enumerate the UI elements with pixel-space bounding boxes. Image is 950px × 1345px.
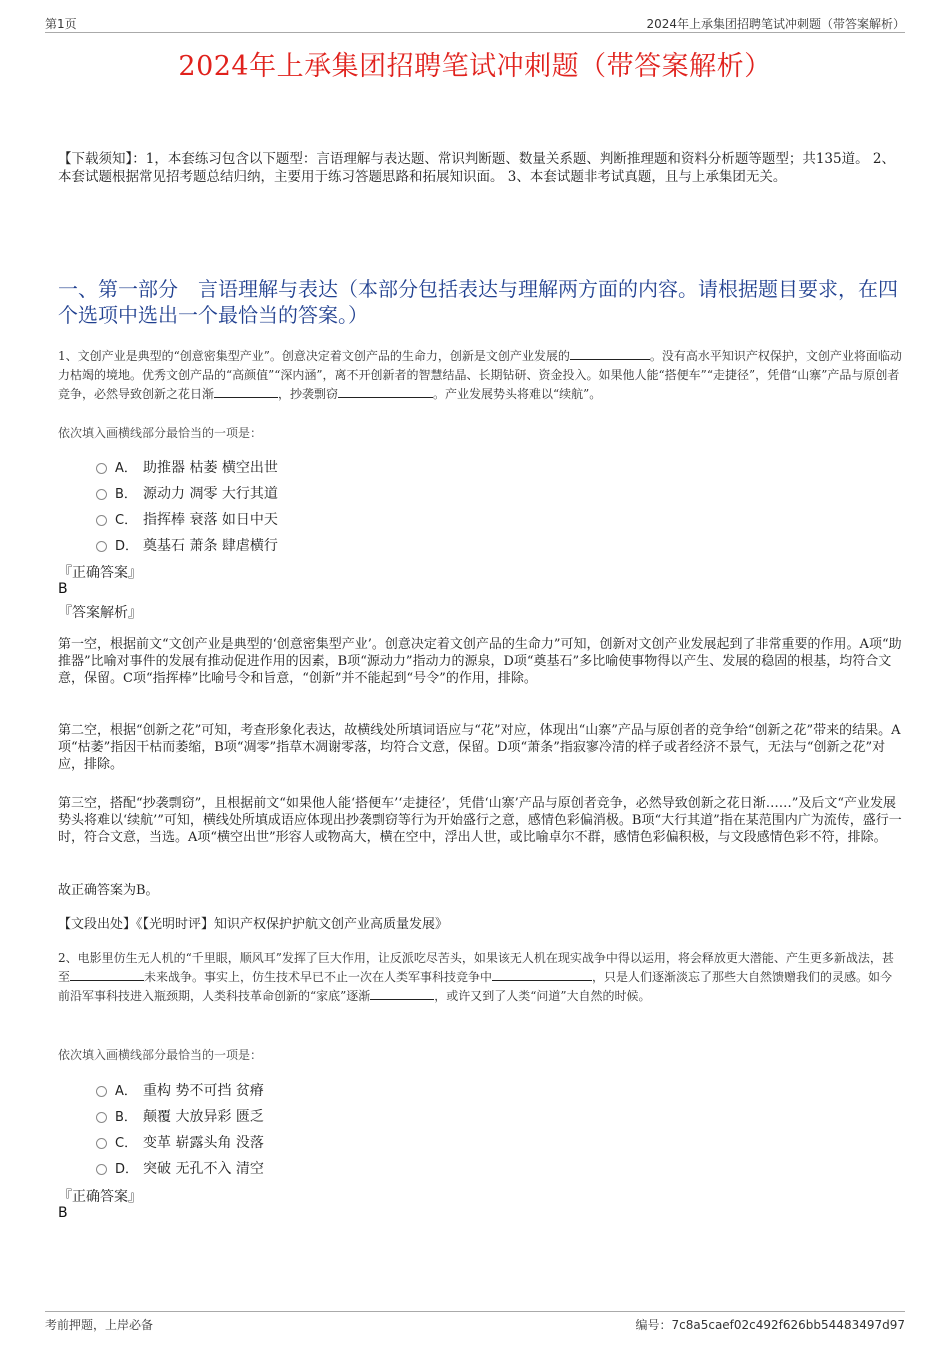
header-divider <box>45 32 905 33</box>
q1-source: 【文段出处】《【光明时评】知识产权保护护航文创产业高质量发展》 <box>58 917 449 932</box>
q1-stem-part-a: 1、文创产业是典型的“创意密集型产业”。创意决定着文创产品的生命力，创新是文创产业发展的 <box>58 349 570 363</box>
q2-prompt: 依次填入画横线部分最恰当的一项是： <box>58 1048 263 1062</box>
running-title: 2024年上承集团招聘笔试冲刺题（带答案解析） <box>646 17 905 31</box>
q1-prompt: 依次填入画横线部分最恰当的一项是： <box>58 426 263 440</box>
radio-icon[interactable] <box>96 1138 107 1149</box>
blank-2 <box>492 968 592 981</box>
q1-stem-part-b: 。没有高水平知识产权保护，文创产业将面临动力枯竭的境地。优秀文创产品的“高颜值”“深内涵”，离不开创新者的智慧结晶、长期钻研、资金投入。如果他人能“搭便车”“走捷径”，凭借“山寨”产品与原创者竞争，必然导致创新之花日渐 <box>58 349 902 401</box>
page-number: 第1页 <box>45 17 77 31</box>
q1-option-d[interactable]: D． 奠基石 萧条 肆虐横行 <box>96 535 278 555</box>
download-notice: 【下载须知】：1，本套练习包含以下题型：言语理解与表达题、常识判断题、数量关系题、判断推理题和资料分析题等题型；共135道。 2、本套试题根据常见招考题总结归纳，主要用于练习答题思路和拓展知识面。 3、本套试题非考试真题，且与上承集团无关。 <box>58 151 895 185</box>
question-1-stem <box>58 347 903 404</box>
q2-option-d[interactable]: D． 突破 无孔不入 清空 <box>96 1158 264 1178</box>
blank-3 <box>370 987 434 1000</box>
q1-answer-tag: 『正确答案』 <box>58 565 142 581</box>
footer-id: 编号：7c8a5caef02c492f626bb54483497d97 <box>635 1318 905 1332</box>
footer-divider <box>45 1311 905 1312</box>
radio-icon[interactable] <box>96 1164 107 1175</box>
blank-3 <box>338 385 433 398</box>
q2-option-a[interactable]: A． 重构 势不可挡 贫瘠 <box>96 1080 264 1100</box>
q2-option-b[interactable]: B． 颠覆 大放异彩 匮乏 <box>96 1106 264 1126</box>
blank-2 <box>214 385 278 398</box>
q1-analysis-2: 第二空，根据“创新之花”可知，考查形象化表达，故横线处所填词语应与“花”对应，体现出“山寨”产品与原创者的竞争给“创新之花”带来的结果。A项“枯萎”指因干枯而萎缩，B项“凋零”指草木凋谢零落，均符合文意，保留。D项“萧条”指寂寥冷清的样子或者经济不景气，无法与“创新之花”对应，排除。 <box>58 723 901 772</box>
document-title: 2024年上承集团招聘笔试冲刺题（带答案解析） <box>178 51 772 82</box>
radio-icon[interactable] <box>96 515 107 526</box>
section-heading: 一、第一部分 言语理解与表达（本部分包括表达与理解两方面的内容。请根据题目要求，在四个选项中选出一个最恰当的答案。） <box>58 277 898 327</box>
q2-answer-tag: 『正确答案』 <box>58 1189 142 1205</box>
q1-stem-part-d: 。产业发展势头将难以“续航”。 <box>433 387 602 401</box>
q1-analysis-1: 第一空，根据前文“文创产业是典型的‘创意密集型产业’。创意决定着文创产品的生命力”可知，创新对文创产业发展起到了非常重要的作用。A项“助推器”比喻对事件的发展有推动促进作用的因素，B项“源动力”指动力的源泉，D项“奠基石”多比喻使事物得以产生、发展的稳固的根基，均符合文意，保留。C项“指挥棒”比喻号令和旨意，“创新”并不能起到“号令”的作用，排除。 <box>58 637 902 686</box>
question-2-stem: 2、电影里仿生无人机的“千里眼，顺风耳”发挥了巨大作用，让反派吃尽苦头，如果该无人机在现实战争中得以运用，将会释放更大潜能、产生更多新战法，甚至 未来战争。事实上，仿生技术早已不止一次在人类军事科技竞争中 ，只是人们逐渐淡忘了那些大自然馈赠我们的灵感。如今前沿军事科技进入瓶颈期，人类科技革命创新的“家底”逐渐 ，或许又到了人类“问道”大自然的时候。 <box>58 951 894 1003</box>
blank-1 <box>570 347 650 360</box>
blank-1 <box>70 968 144 981</box>
q1-option-c[interactable]: C． 指挥棒 衰落 如日中天 <box>96 509 278 529</box>
radio-icon[interactable] <box>96 463 107 474</box>
q1-stem-part-c: ，抄袭剽窃 <box>278 387 339 401</box>
radio-icon[interactable] <box>96 1086 107 1097</box>
radio-icon[interactable] <box>96 541 107 552</box>
radio-icon[interactable] <box>96 489 107 500</box>
q1-analysis-4: 故正确答案为B。 <box>58 883 159 898</box>
q1-analysis-tag: 『答案解析』 <box>58 605 142 621</box>
q1-option-a[interactable]: A． 助推器 枯萎 横空出世 <box>96 457 278 477</box>
footer-slogan: 考前押题，上岸必备 <box>45 1318 154 1332</box>
radio-icon[interactable] <box>96 1112 107 1123</box>
q2-answer: B <box>58 1205 68 1221</box>
q2-option-c[interactable]: C． 变革 崭露头角 没落 <box>96 1132 264 1152</box>
q1-answer: B <box>58 581 68 597</box>
q1-option-b[interactable]: B． 源动力 凋零 大行其道 <box>96 483 278 503</box>
q1-analysis-3: 第三空，搭配“抄袭剽窃”，且根据前文“如果他人能‘搭便车’‘走捷径’，凭借‘山寨’产品与原创者竞争，必然导致创新之花日渐……”及后文“产业发展势头将难以‘续航’”可知，横线处所填成语应体现出抄袭剽窃等行为开始盛行之意，感情色彩偏消极。B项“大行其道”指在某范围内广为流传，盛行一时，符合文意，当选。A项“横空出世”形容人或物高大，横在空中，浮出人世，或比喻卓尔不群，感情色彩偏积极，与文段感情色彩不符，排除。 <box>58 796 902 845</box>
